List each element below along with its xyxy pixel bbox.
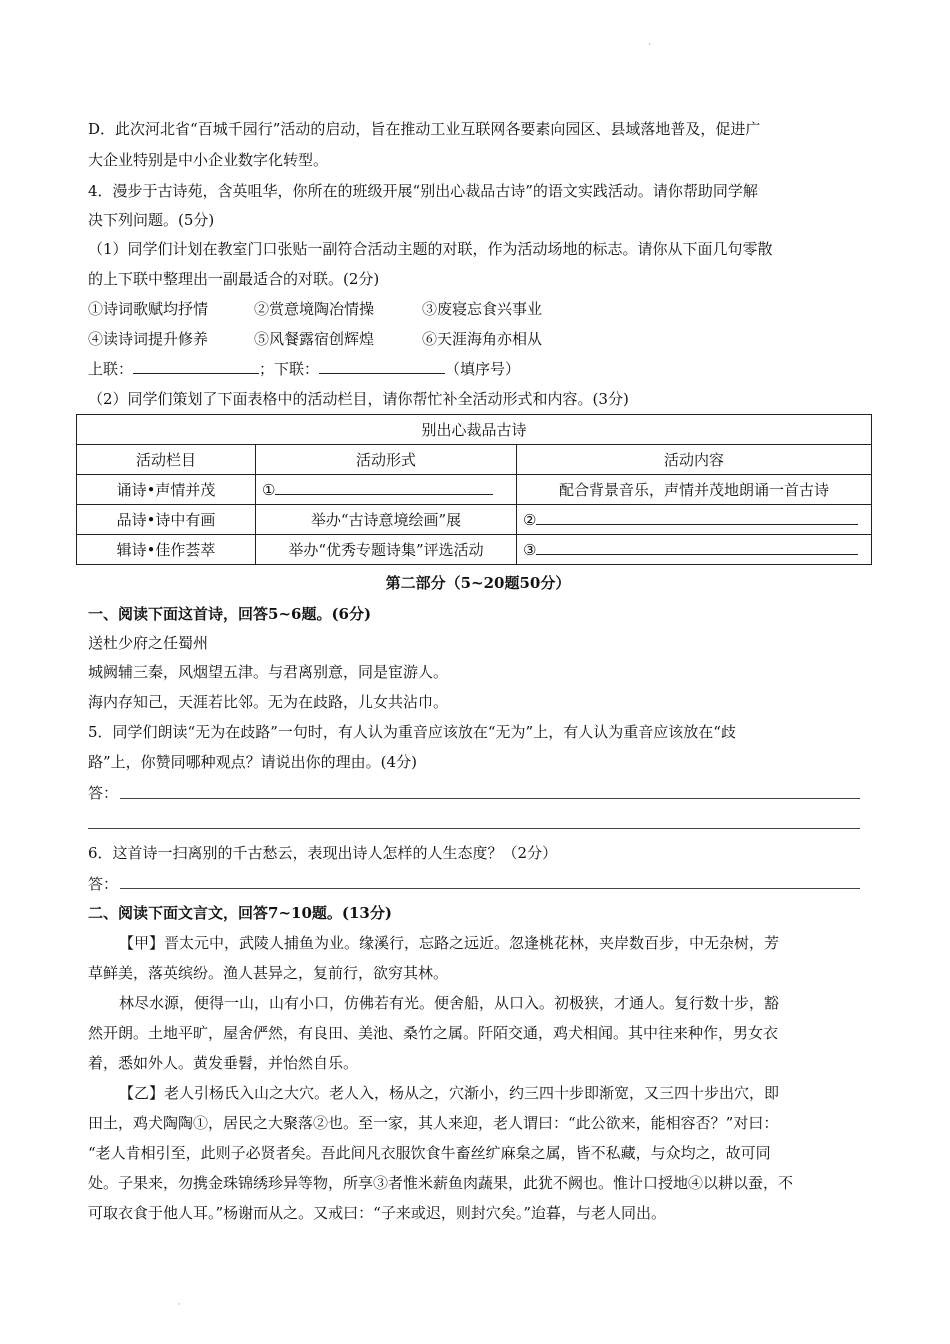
q5-answer-label: 答： [88,784,119,802]
lower-couplet-blank[interactable] [319,359,445,374]
row3-content [517,535,872,565]
header-column: 活动栏目 [77,445,256,475]
q4-sub2: （2）同学们策划了下面表格中的活动栏目，请你帮忙补全活动形式和内容。(3分) [88,390,629,408]
jia-p1-line2: 草鲜美，落英缤纷。渔人甚异之，复前行，欲穷其林。 [88,964,449,982]
q6-answer-line[interactable] [120,888,860,889]
couplet-option-4: ④读诗词提升修养 [88,330,209,348]
scan-dot-bottom: · [178,1300,181,1309]
jia-p2-line1: 林尽水源，便得一山，山有小口，仿佛若有光。便舍船，从口入。初极狭，才通人。复行数十步，豁 [119,994,780,1012]
scan-dot-top: · [648,40,651,49]
row1-form-marker: ① [262,481,276,499]
yi-line5: 可取衣食于他人耳。”杨谢而从之。又戒曰：“子来或迟，则封穴矣。”迨暮，与老人同出。 [88,1204,667,1222]
poem-title: 送杜少府之任蜀州 [88,634,209,652]
yi-line3: “老人肯相引至，此则子必贤者矣。吾此间凡衣服饮食牛畜丝纩麻枲之属，皆不私藏，与众均之，故可同 [88,1144,771,1162]
row3-content-blank[interactable] [536,540,858,555]
jia-p2-line2: 然开朗。土地平旷，屋舍俨然，有良田、美池、桑竹之属。阡陌交通，鸡犬相闻。其中往来种作，男女衣 [88,1024,779,1042]
couplet-options-row2 [88,328,868,350]
q6-answer-label: 答： [88,875,119,893]
row2-content-marker: ② [523,511,537,529]
q4-stem-line1: 4．漫步于古诗苑，含英咀华，你所在的班级开展“别出心裁品古诗”的语文实践活动。请你帮助同学解 [88,182,758,200]
table-title-row [77,415,872,445]
activity-table [76,414,872,565]
header-form: 活动形式 [256,445,517,475]
yi-line1: 【乙】老人引杨氏入山之大穴。老人入，杨从之，穴渐小，约三四十步即渐宽，又三四十步出穴，即 [119,1084,780,1102]
couplet-option-1: ①诗词歌赋均抒情 [88,300,209,318]
row2-column: 品诗•诗中有画 [77,505,256,535]
couplet-option-2: ②赏意境陶冶情操 [254,300,375,318]
part2-heading: 第二部分（5~20题50分） [385,574,571,592]
header-content: 活动内容 [517,445,872,475]
q5-answer-line2[interactable] [88,828,860,829]
table-row [77,475,872,505]
q4-stem-line2: 决下列问题。(5分) [88,211,215,229]
row3-column: 辑诗•佳作荟萃 [77,535,256,565]
jia-p1-line1: 【甲】晋太元中，武陵人捕鱼为业。缘溪行，忘路之远近。忽逢桃花林，夹岸数百步，中无杂树，芳 [119,934,780,952]
jia-p2-line3: 着，悉如外人。黄发垂髫，并怡然自乐。 [88,1054,359,1072]
option-d-line1: D．此次河北省“百城千园行”活动的启动，旨在推动工业互联网各要素向园区、县域落地普及，促进广 [88,120,761,138]
table-title: 别出心裁品古诗 [77,415,872,445]
row1-form-blank[interactable] [275,480,493,495]
upper-couplet-label: 上联： [88,360,134,378]
row3-form: 举办“优秀专题诗集”评选活动 [256,535,517,565]
table-header-row [77,445,872,475]
table-row [77,535,872,565]
row1-form [256,475,517,505]
q6-question: 6．这首诗一扫离别的千古愁云，表现出诗人怎样的人生态度？（2分） [88,844,558,862]
option-d-line2: 大企业特别是中小企业数字化转型。 [88,151,329,169]
upper-couplet-blank[interactable] [133,359,259,374]
row2-form: 举办“古诗意境绘画”展 [256,505,517,535]
row1-content: 配合背景音乐，声情并茂地朗诵一首古诗 [517,475,872,505]
q5-line2: 路”上，你赞同哪种观点？请说出你的理由。(4分) [88,753,417,771]
lower-couplet-label: ；下联： [259,360,320,378]
q4-sub1-line1: （1）同学们计划在教室门口张贴一副符合活动主题的对联，作为活动场地的标志。请你从下面几句零散 [88,240,773,258]
poem-line2: 海内存知己，天涯若比邻。无为在歧路，儿女共沾巾。 [88,693,449,711]
row2-content-blank[interactable] [536,510,858,525]
yi-line2: 田土，鸡犬陶陶①，居民之大聚落②也。至一家，其人来迎，老人谓曰：“此公欲来，能相容否？”对曰： [88,1114,779,1132]
row3-content-marker: ③ [523,541,537,559]
q5-answer-line1[interactable] [120,798,860,799]
yi-line4: 处。子果来，勿携金珠锦绣珍异等物，所享③者惟米薪鱼肉蔬果，此犹不阙也。惟计口授地④以耕以蚕，不 [88,1174,794,1192]
couplet-option-5: ⑤风餐露宿创辉煌 [254,330,375,348]
poem-line1: 城阙辅三秦，风烟望五津。与君离别意，同是宦游人。 [88,663,449,681]
couplet-option-6: ⑥天涯海角亦相从 [422,330,543,348]
couplet-answer-line [88,358,868,380]
table-row [77,505,872,535]
row1-column: 诵诗•声情并茂 [77,475,256,505]
q5-line1: 5．同学们朗读“无为在歧路”一句时，有人认为重音应该放在“无为”上，有人认为重音应该放在“歧 [88,723,736,741]
q4-sub1-line2: 的上下联中整理出一副最适合的对联。(2分) [88,270,380,288]
couplet-options-row1 [88,298,868,320]
section1-heading: 一、阅读下面这首诗，回答5~6题。(6分) [88,605,372,623]
section2-heading: 二、阅读下面文言文，回答7~10题。(13分) [88,904,392,922]
couplet-option-3: ③废寝忘食兴事业 [422,300,543,318]
row2-content [517,505,872,535]
fill-number-note: （填序号） [445,360,521,378]
